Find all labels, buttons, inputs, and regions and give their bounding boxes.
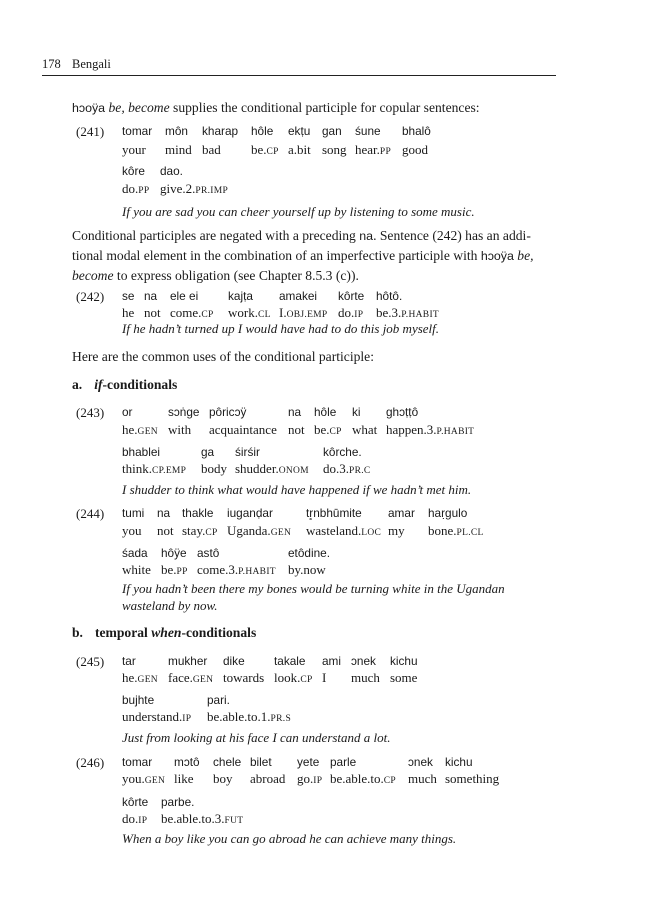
gloss-abbreviation: IP xyxy=(313,776,323,786)
gloss-word: ghɔṭṭô xyxy=(386,405,419,419)
gloss-word: be.able.to. xyxy=(330,771,384,786)
gloss-word xyxy=(386,422,474,438)
text: become xyxy=(72,268,114,283)
gloss-abbreviation: CL xyxy=(257,310,271,320)
text: to express obligation (see Chapter 8.5.3 (c)). xyxy=(113,268,359,283)
gloss-word xyxy=(306,523,381,539)
gloss-abbreviation: GEN xyxy=(137,675,158,685)
gloss-word: be. xyxy=(161,562,177,577)
gloss-word: thakle xyxy=(182,506,214,520)
gloss-word: chele xyxy=(213,755,242,769)
gloss-word: acquaintance xyxy=(209,422,277,437)
gloss-word: hôle xyxy=(314,405,337,419)
gloss-word xyxy=(251,142,279,158)
text: tional modal element in the combination of an imperfective participle with xyxy=(72,248,481,263)
gloss-word: your xyxy=(122,142,146,157)
text: b. xyxy=(72,625,83,640)
gloss-word xyxy=(279,305,328,321)
gloss-word xyxy=(122,811,147,827)
text: wasteland by now. xyxy=(122,598,218,613)
text: If you hadn’t been there my bones would be turning white in the Ugandan xyxy=(122,581,505,596)
text: temporal xyxy=(94,625,152,640)
gloss-word xyxy=(122,709,191,725)
gloss-abbreviation: GEN xyxy=(192,675,214,685)
gloss-word: ki xyxy=(352,405,361,419)
gloss-word: tomar xyxy=(122,755,153,769)
source-word: hôle xyxy=(251,124,274,138)
gloss-word xyxy=(355,142,391,158)
gloss-word: hear. xyxy=(355,142,380,157)
gloss-word: ami xyxy=(322,654,342,668)
gloss-word: like xyxy=(174,771,194,786)
gloss-word: body xyxy=(201,461,227,476)
gloss-word: kichu xyxy=(445,755,473,769)
example-number: (244) xyxy=(76,506,105,521)
gloss-abbreviation: IP xyxy=(182,714,192,724)
example-number: (246) xyxy=(76,755,105,770)
gloss-word: etôdine. xyxy=(288,546,330,560)
gloss-word: towards xyxy=(223,670,265,685)
gloss-abbreviation: ONOM xyxy=(278,466,309,476)
gloss-abbreviation: CP xyxy=(266,147,279,157)
gloss-word: se xyxy=(122,289,135,303)
gloss-word: some xyxy=(390,670,418,685)
gloss-word xyxy=(227,523,291,539)
gloss-word: kôrte xyxy=(122,795,149,809)
gloss-word xyxy=(170,305,214,321)
gloss-word xyxy=(330,771,396,787)
gloss-word: face. xyxy=(168,670,193,685)
translation: Just from looking at his face I can understand a lot. xyxy=(122,730,391,745)
gloss-word xyxy=(161,811,243,827)
gloss-word: white xyxy=(122,562,151,577)
gloss-word xyxy=(122,181,149,197)
gloss-word: pari. xyxy=(207,693,230,707)
gloss-word xyxy=(122,422,158,438)
gloss-word: you xyxy=(122,523,142,538)
gloss-word xyxy=(122,461,186,477)
gloss-word: bad xyxy=(202,142,221,157)
gloss-word: happen.3. xyxy=(386,422,437,437)
gloss-word: hôÿe xyxy=(161,546,187,560)
gloss-abbreviation: CP xyxy=(383,776,397,786)
translation xyxy=(122,580,552,614)
gloss-word: pôricɔÿ xyxy=(209,405,247,419)
page-number: 178 xyxy=(42,57,61,71)
text: na xyxy=(359,229,374,243)
gloss-word: ɔnek xyxy=(351,654,376,668)
gloss-word: bilet xyxy=(250,755,272,769)
gloss-abbreviation: CP xyxy=(329,427,342,437)
gloss-word: mɔtô xyxy=(174,755,200,769)
gloss-word: bujhte xyxy=(122,693,155,707)
term-gloss: be, become xyxy=(108,100,170,115)
text: . Sentence (242) has an addi- xyxy=(373,228,531,243)
gloss-word xyxy=(207,709,291,725)
gloss-word: tar xyxy=(122,654,136,668)
source-word: gan xyxy=(322,124,342,138)
text: Conditional participles are negated with a preceding xyxy=(72,228,360,243)
gloss-word: haṛgulo xyxy=(428,506,468,520)
translation: If he hadn’t turned up I would have had to do this job myself. xyxy=(122,321,440,336)
gloss-word: I xyxy=(322,670,327,685)
gloss-word xyxy=(122,142,146,158)
gloss-word: a.bit xyxy=(288,142,311,157)
gloss-abbreviation: PL.CL xyxy=(456,528,484,538)
gloss-word: what xyxy=(352,422,378,437)
gloss-abbreviation: IP xyxy=(354,310,364,320)
gloss-word: parle xyxy=(330,755,357,769)
gloss-word: hôtô. xyxy=(376,289,403,303)
gloss-abbreviation: LOC xyxy=(361,528,382,538)
gloss-word: śirśir xyxy=(235,445,260,459)
gloss-word: he. xyxy=(122,422,138,437)
text: be, xyxy=(513,248,534,263)
gloss-abbreviation: PP xyxy=(138,186,150,196)
gloss-word xyxy=(288,142,311,158)
gloss-word: come.3. xyxy=(197,562,239,577)
running-title: Bengali xyxy=(72,57,111,71)
gloss-abbreviation: GEN xyxy=(137,427,158,437)
gloss-word xyxy=(338,305,363,321)
gloss-abbreviation: PR.S xyxy=(270,714,292,724)
gloss-word: look. xyxy=(274,670,301,685)
gloss-abbreviation: P.HABIT xyxy=(401,310,440,320)
gloss-word xyxy=(161,562,188,578)
gloss-abbreviation: PP xyxy=(176,567,188,577)
gloss-word: na xyxy=(288,405,302,419)
gloss-word xyxy=(274,670,313,686)
gloss-word: he. xyxy=(122,670,138,685)
gloss-word: not xyxy=(288,422,305,437)
paragraph-uses: Here are the common uses of the conditional participle: xyxy=(72,349,374,364)
source-word: kôre xyxy=(122,164,145,178)
source-word: ekṭu xyxy=(288,124,311,138)
gloss-word xyxy=(314,422,342,438)
gloss-word: stay. xyxy=(182,523,206,538)
translation: If you are sad you can cheer yourself up by listening to some music. xyxy=(122,204,475,219)
gloss-word: boy xyxy=(213,771,233,786)
gloss-word: come. xyxy=(170,305,202,320)
gloss-word: kôrche. xyxy=(323,445,362,459)
text: -conditionals xyxy=(181,625,257,640)
text: a. xyxy=(72,377,83,392)
gloss-word xyxy=(168,670,213,686)
gloss-abbreviation: IP xyxy=(138,816,148,826)
gloss-word: do. xyxy=(122,181,139,196)
gloss-word: kôrte xyxy=(338,289,365,303)
gloss-abbreviation: GEN xyxy=(270,528,292,538)
gloss-word: you. xyxy=(122,771,145,786)
gloss-word: yete xyxy=(297,755,320,769)
gloss-word: do.3. xyxy=(323,461,349,476)
gloss-word: my xyxy=(388,523,405,538)
gloss-word: abroad xyxy=(250,771,286,786)
gloss-word: song xyxy=(322,142,347,157)
gloss-word: wasteland. xyxy=(306,523,362,538)
gloss-word xyxy=(323,461,371,477)
section-heading-b xyxy=(72,625,256,641)
gloss-word: śada xyxy=(122,546,148,560)
gloss-word xyxy=(202,142,221,158)
gloss-word: na xyxy=(157,506,171,520)
section-heading-a xyxy=(72,377,177,393)
gloss-word: go. xyxy=(297,771,314,786)
gloss-word: good xyxy=(402,142,428,157)
gloss-word xyxy=(376,305,439,321)
paragraph-text: supplies the conditional participle for copular sentences: xyxy=(169,100,480,115)
gloss-word: na xyxy=(144,289,158,303)
gloss-word xyxy=(297,771,322,787)
gloss-word: amakei xyxy=(279,289,318,303)
term: hɔoÿa xyxy=(72,101,106,115)
gloss-abbreviation: CP xyxy=(300,675,313,685)
gloss-word: with xyxy=(168,422,192,437)
text: if xyxy=(94,377,103,392)
gloss-word xyxy=(402,142,428,158)
source-word: kharap xyxy=(202,124,239,138)
gloss-word xyxy=(322,142,347,158)
gloss-word: work. xyxy=(228,305,258,320)
example-number: (242) xyxy=(76,289,105,304)
gloss-word: I. xyxy=(279,305,287,320)
gloss-word: amar xyxy=(388,506,415,520)
gloss-word: give.2. xyxy=(160,181,196,196)
gloss-word: much xyxy=(351,670,380,685)
translation: When a boy like you can go abroad he can achieve many things. xyxy=(122,831,457,846)
gloss-word xyxy=(122,670,158,686)
gloss-word xyxy=(160,181,228,197)
gloss-word: bhablei xyxy=(122,445,161,459)
gloss-word: astô xyxy=(197,546,220,560)
gloss-word: ga xyxy=(201,445,215,459)
example-number: (243) xyxy=(76,405,105,420)
gloss-word: understand. xyxy=(122,709,183,724)
gloss-word: ele ei xyxy=(170,289,199,303)
gloss-word: do. xyxy=(122,811,139,826)
source-word: môn xyxy=(165,124,188,138)
gloss-word: or xyxy=(122,405,133,419)
gloss-word: takale xyxy=(274,654,306,668)
paragraph-intro xyxy=(72,98,556,118)
gloss-word: bone. xyxy=(428,523,457,538)
gloss-word: think. xyxy=(122,461,152,476)
gloss-word: iuganḍar xyxy=(227,506,273,520)
gloss-word: be.able.to.3. xyxy=(161,811,225,826)
gloss-word xyxy=(428,523,484,539)
gloss-word: tr̥nbhūmite xyxy=(306,506,362,520)
source-word: śune xyxy=(355,124,381,138)
gloss-word: be.3. xyxy=(376,305,402,320)
gloss-word: dike xyxy=(223,654,245,668)
gloss-word: be.able.to.1. xyxy=(207,709,271,724)
gloss-word xyxy=(122,771,165,787)
gloss-word xyxy=(182,523,218,539)
gloss-word: mukher xyxy=(168,654,208,668)
gloss-word: do. xyxy=(338,305,355,320)
gloss-word: be. xyxy=(314,422,330,437)
gloss-word xyxy=(235,461,309,477)
gloss-word: mind xyxy=(165,142,192,157)
translation: I shudder to think what would have happened if we hadn’t met him. xyxy=(122,482,472,497)
gloss-abbreviation: CP.EMP xyxy=(151,466,187,476)
source-word: bhalô xyxy=(402,124,431,138)
gloss-word: kajṭa xyxy=(228,289,253,303)
source-word: dao. xyxy=(160,164,183,178)
gloss-word: ɔnek xyxy=(408,755,433,769)
gloss-word: by.now xyxy=(288,562,326,577)
gloss-abbreviation: OBJ.EMP xyxy=(286,310,328,320)
gloss-abbreviation: GEN xyxy=(144,776,166,786)
gloss-word xyxy=(228,305,271,321)
gloss-word: kichu xyxy=(390,654,418,668)
paragraph-negation xyxy=(72,226,556,285)
gloss-word: much xyxy=(408,771,437,786)
gloss-word: tumi xyxy=(122,506,145,520)
gloss-abbreviation: FUT xyxy=(224,816,244,826)
text: hɔoÿa xyxy=(480,249,514,263)
gloss-word: parbe. xyxy=(161,795,195,809)
gloss-abbreviation: CP xyxy=(205,528,218,538)
gloss-abbreviation: PR.C xyxy=(349,466,371,476)
gloss-word: not xyxy=(144,305,161,320)
gloss-abbreviation: P.HABIT xyxy=(238,567,276,577)
example-number: (241) xyxy=(76,124,105,139)
gloss-word xyxy=(165,142,192,158)
gloss-abbreviation: P.HABIT xyxy=(436,427,475,437)
gloss-word: be. xyxy=(251,142,267,157)
example-number: (245) xyxy=(76,654,105,669)
gloss-word: Uganda. xyxy=(227,523,271,538)
gloss-word: he xyxy=(122,305,135,320)
gloss-word: sɔṅge xyxy=(168,405,200,419)
gloss-abbreviation: CP xyxy=(201,310,214,320)
text: -conditionals xyxy=(102,377,178,392)
source-word: tomar xyxy=(122,124,153,138)
text: when xyxy=(151,625,182,640)
gloss-word: something xyxy=(445,771,500,786)
gloss-word xyxy=(197,562,276,578)
gloss-word: not xyxy=(157,523,174,538)
gloss-word: shudder. xyxy=(235,461,279,476)
gloss-abbreviation: PP xyxy=(379,147,392,157)
gloss-abbreviation: PR.IMP xyxy=(195,186,229,196)
running-head xyxy=(42,57,556,76)
